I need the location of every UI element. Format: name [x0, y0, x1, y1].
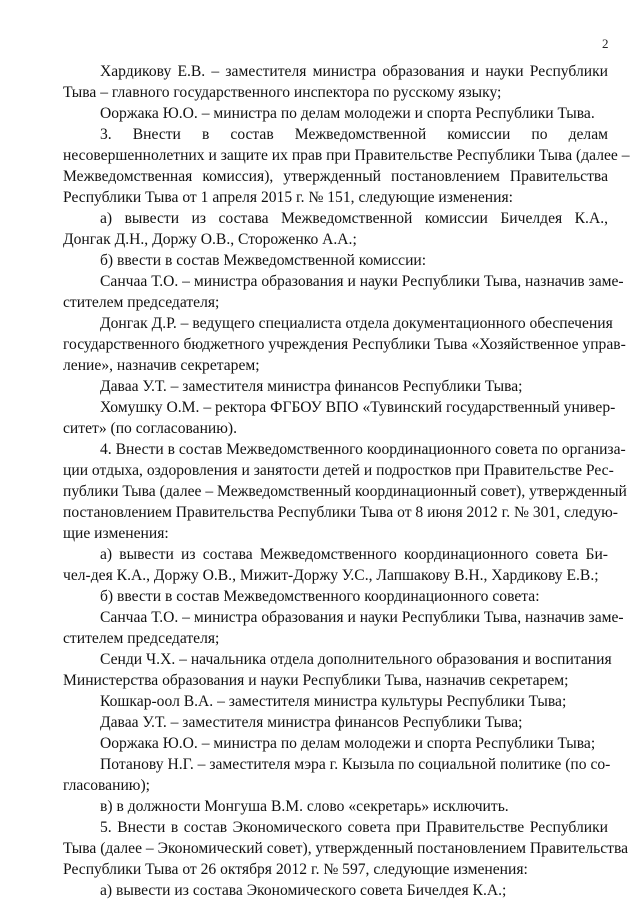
text-line: государственного бюджетного учреждения Республики Тыва «Хозяйственное управ- [63, 336, 626, 353]
text-line: Даваа У.Т. – заместителя министра финансов Республики Тыва; [100, 378, 523, 395]
text-line: ситет» (по согласованию). [63, 420, 237, 437]
text-line: Министерства образования и науки Республики Тыва, назначив секретарем; [63, 672, 569, 689]
text-line: ление», назначив секретарем; [63, 357, 260, 374]
text-line: ции отдыха, оздоровления и занятости детей и подростков при Правительстве Рес- [63, 462, 614, 479]
text-line: а) вывести из состава Межведомственной комиссии Бичелдея К.А., [100, 210, 608, 227]
page-number: 2 [602, 36, 609, 51]
text-line: Потанову Н.Г. – заместителя мэра г. Кызыла по социальной политике (по со- [100, 756, 611, 773]
text-line: Тыва (далее – Экономический совет), утвержденный постановлением Правительства [63, 840, 629, 857]
text-line: Хардикову Е.В. – заместителя министра образования и науки Республики [100, 63, 608, 80]
text-line: 3. Внести в состав Межведомственной комиссии по делам [100, 126, 608, 143]
text-line: Межведомственная комиссия), утвержденный постановлением Правительства [63, 168, 608, 185]
text-line: Сенди Ч.Х. – начальника отдела дополнительного образования и воспитания [100, 651, 612, 668]
text-line: постановлением Правительства Республики Тыва от 8 июня 2012 г. № 301, следую- [63, 504, 619, 521]
text-line: щие изменения: [63, 525, 169, 542]
text-line: Республики Тыва от 1 апреля 2015 г. № 151, следующие изменения: [63, 189, 513, 206]
text-line: чел-дея К.А., Доржу О.В., Мижит-Доржу У.С., Лапшакову В.Н., Хардикову Е.В.; [63, 567, 599, 584]
text-line: публики Тыва (далее – Межведомственный координационный совет), утвержденный [63, 483, 627, 500]
text-line: 4. Внести в состав Межведомственного координационного совета по организа- [100, 441, 626, 458]
text-line: Донгак Д.Н., Доржу О.В., Стороженко А.А.; [63, 231, 357, 248]
text-line: а) вывести из состава Межведомственного координационного совета Би- [100, 546, 608, 563]
text-line: Тыва – главного государственного инспектора по русскому языку; [63, 84, 502, 101]
text-line: б) ввести в состав Межведомственной комиссии: [100, 252, 427, 269]
text-line: Донгак Д.Р. – ведущего специалиста отдела документационного обеспечения [100, 315, 613, 332]
text-line: б) ввести в состав Межведомственного координационного совета: [100, 588, 540, 605]
text-line: Кошкар-оол В.А. – заместителя министра культуры Республики Тыва; [100, 693, 567, 710]
text-line: гласованию); [63, 777, 150, 794]
text-line: стителем председателя; [63, 294, 220, 311]
text-line: Даваа У.Т. – заместителя министра финансов Республики Тыва; [100, 714, 523, 731]
text-line: стителем председателя; [63, 630, 220, 647]
text-line: а) вывести из состава Экономического совета Бичелдея К.А.; [100, 882, 507, 899]
text-line: 5. Внести в состав Экономического совета при Правительстве Республики [100, 819, 608, 836]
text-line: несовершеннолетних и защите их прав при Правительстве Республики Тыва (далее – [63, 147, 630, 164]
text-line: Санчаа Т.О. – министра образования и науки Республики Тыва, назначив заме- [100, 609, 624, 626]
text-line: Санчаа Т.О. – министра образования и науки Республики Тыва, назначив заме- [100, 273, 624, 290]
text-line: Республики Тыва от 26 октября 2012 г. № 597, следующие изменения: [63, 861, 528, 878]
text-line: в) в должности Монгуша В.М. слово «секретарь» исключить. [100, 798, 509, 815]
text-line: Ооржака Ю.О. – министра по делам молодежи и спорта Республики Тыва. [100, 105, 595, 122]
text-line: Хомушку О.М. – ректора ФГБОУ ВПО «Тувинский государственный универ- [100, 399, 616, 416]
text-line: Ооржака Ю.О. – министра по делам молодежи и спорта Республики Тыва; [100, 735, 596, 752]
